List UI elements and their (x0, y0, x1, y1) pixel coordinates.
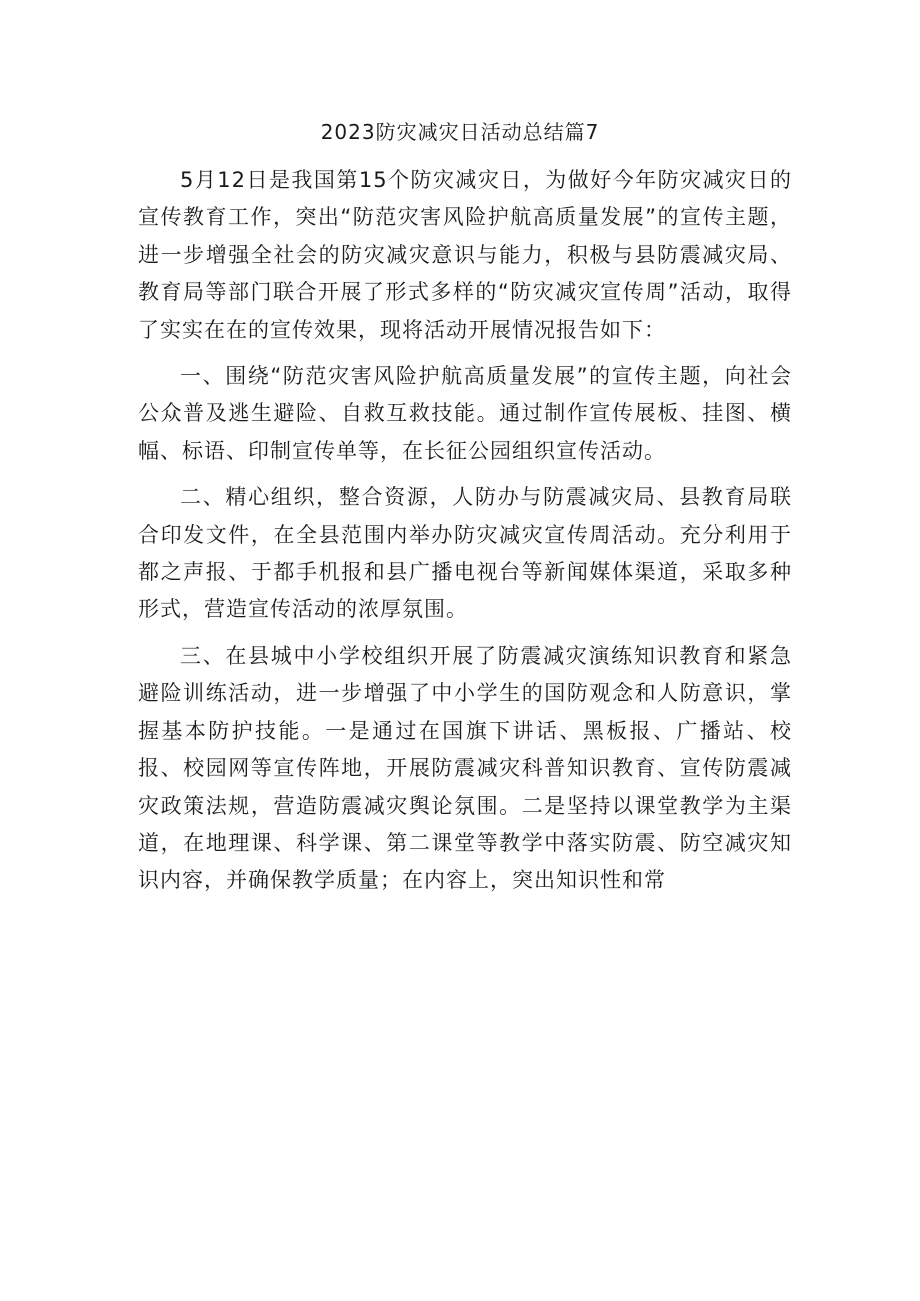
paragraph-intro: 5月12日是我国第15个防灾减灾日，为做好今年防灾减灾日的宣传教育工作，突出“防范灾害风险护航高质量发展”的宣传主题，进一步增强全社会的防灾减灾意识与能力，积极与县防震减灾局、教育局等部门联合开展了形式多样的“防灾减灾宣传周”活动，取得了实实在在的宣传效果，现将活动开展情况报告如下： (138, 168, 792, 342)
document-body (138, 162, 792, 900)
paragraph-section-1: 一、围绕“防范灾害风险护航高质量发展”的宣传主题，向社会公众普及逃生避险、自救互救技能。通过制作宣传展板、挂图、横幅、标语、印制宣传单等，在长征公园组织宣传活动。 (138, 364, 792, 463)
paragraph-section-2: 二、精心组织，整合资源，人防办与防震减灾局、县教育局联合印发文件，在全县范围内举办防灾减灾宣传周活动。充分利用于都之声报、于都手机报和县广播电视台等新闻媒体渠道，采取多种形式，营造宣传活动的浓厚氛围。 (138, 485, 792, 622)
paragraph-section-3: 三、在县城中小学校组织开展了防震减灾演练知识教育和紧急避险训练活动，进一步增强了中小学生的国防观念和人防意识，掌握基本防护技能。一是通过在国旗下讲话、黑板报、广播站、校报、校园网等宣传阵地，开展防震减灾科普知识教育、宣传防震减灾政策法规，营造防震减灾舆论氛围。二是坚持以课堂教学为主渠道，在地理课、科学课、第二课堂等教学中落实防震、防空减灾知识内容，并确保教学质量；在内容上，突出知识性和常 (138, 643, 792, 893)
document-title: 2023防灾减灾日活动总结篇7 (320, 120, 600, 144)
